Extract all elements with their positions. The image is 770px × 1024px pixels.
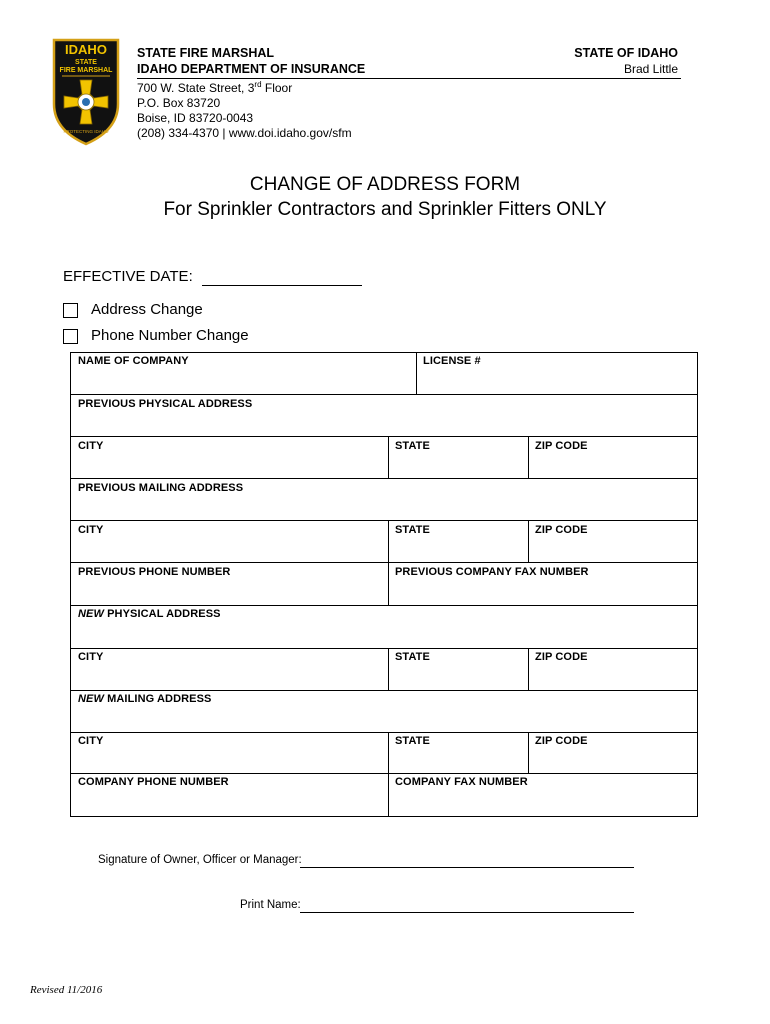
new-physical-zip-label: ZIP CODE — [535, 651, 588, 663]
address-change-checkbox[interactable] — [63, 303, 78, 318]
agency-address-block — [137, 45, 365, 141]
prev-physical-address-label: PREVIOUS PHYSICAL ADDRESS — [78, 398, 253, 410]
street-address: 700 W. State Street, 3rd Floor — [137, 80, 293, 95]
name-of-company-label: NAME OF COMPANY — [78, 355, 189, 367]
prev-mailing-zip-label: ZIP CODE — [535, 524, 588, 536]
prev-mailing-state-label: STATE — [395, 524, 430, 536]
logo-idaho-text: IDAHO — [65, 42, 107, 57]
idaho-fire-marshal-logo — [50, 38, 122, 146]
company-fax-label: COMPANY FAX NUMBER — [395, 776, 528, 788]
po-box: P.O. Box 83720 — [137, 96, 221, 110]
new-physical-city-label: CITY — [78, 651, 104, 663]
effective-date-label: EFFECTIVE DATE: — [63, 268, 193, 285]
city-zip: Boise, ID 83720-0043 — [137, 111, 254, 125]
svg-text:PROTECTING IDAHO: PROTECTING IDAHO — [63, 129, 109, 134]
print-name-field[interactable] — [300, 912, 634, 913]
print-name-label: Print Name: — [240, 899, 301, 911]
new-mailing-city-label: CITY — [78, 735, 104, 747]
governor-name: Brad Little — [623, 62, 678, 76]
form-title: CHANGE OF ADDRESS FORM — [249, 174, 521, 195]
prev-phone-label: PREVIOUS PHONE NUMBER — [78, 566, 231, 578]
prev-physical-city-label: CITY — [78, 440, 104, 452]
svg-text:STATE: STATE — [75, 59, 97, 66]
new-mailing-state-label: STATE — [395, 735, 430, 747]
prev-physical-zip-label: ZIP CODE — [535, 440, 588, 452]
company-phone-label: COMPANY PHONE NUMBER — [78, 776, 229, 788]
new-physical-address-label: NEW PHYSICAL ADDRESS — [78, 608, 221, 620]
svg-text:FIRE MARSHAL: FIRE MARSHAL — [59, 67, 113, 74]
prev-mailing-address-label: PREVIOUS MAILING ADDRESS — [78, 482, 244, 494]
signature-label: Signature of Owner, Officer or Manager: — [98, 854, 302, 866]
phone-change-checkbox[interactable] — [63, 329, 78, 344]
address-change-label: Address Change — [91, 301, 203, 318]
license-label: LICENSE # — [423, 355, 481, 367]
agency-name: STATE FIRE MARSHAL — [137, 46, 275, 60]
signature-field[interactable] — [300, 867, 634, 868]
header-divider — [137, 78, 681, 79]
revised-date: Revised 11/2016 — [30, 984, 103, 996]
department-name: IDAHO DEPARTMENT OF INSURANCE — [137, 62, 366, 76]
state-of-idaho: STATE OF IDAHO — [574, 46, 678, 60]
effective-date-field[interactable] — [202, 285, 362, 286]
new-mailing-zip-label: ZIP CODE — [535, 735, 588, 747]
prev-mailing-city-label: CITY — [78, 524, 104, 536]
form-subtitle: For Sprinkler Contractors and Sprinkler Fitters ONLY — [163, 199, 607, 220]
new-mailing-address-label: NEW MAILING ADDRESS — [78, 693, 212, 705]
contact-info: (208) 334-4370 | www.doi.idaho.gov/sfm — [137, 126, 352, 140]
phone-change-label: Phone Number Change — [91, 327, 249, 344]
prev-physical-state-label: STATE — [395, 440, 430, 452]
new-physical-state-label: STATE — [395, 651, 430, 663]
prev-fax-label: PREVIOUS COMPANY FAX NUMBER — [395, 566, 589, 578]
